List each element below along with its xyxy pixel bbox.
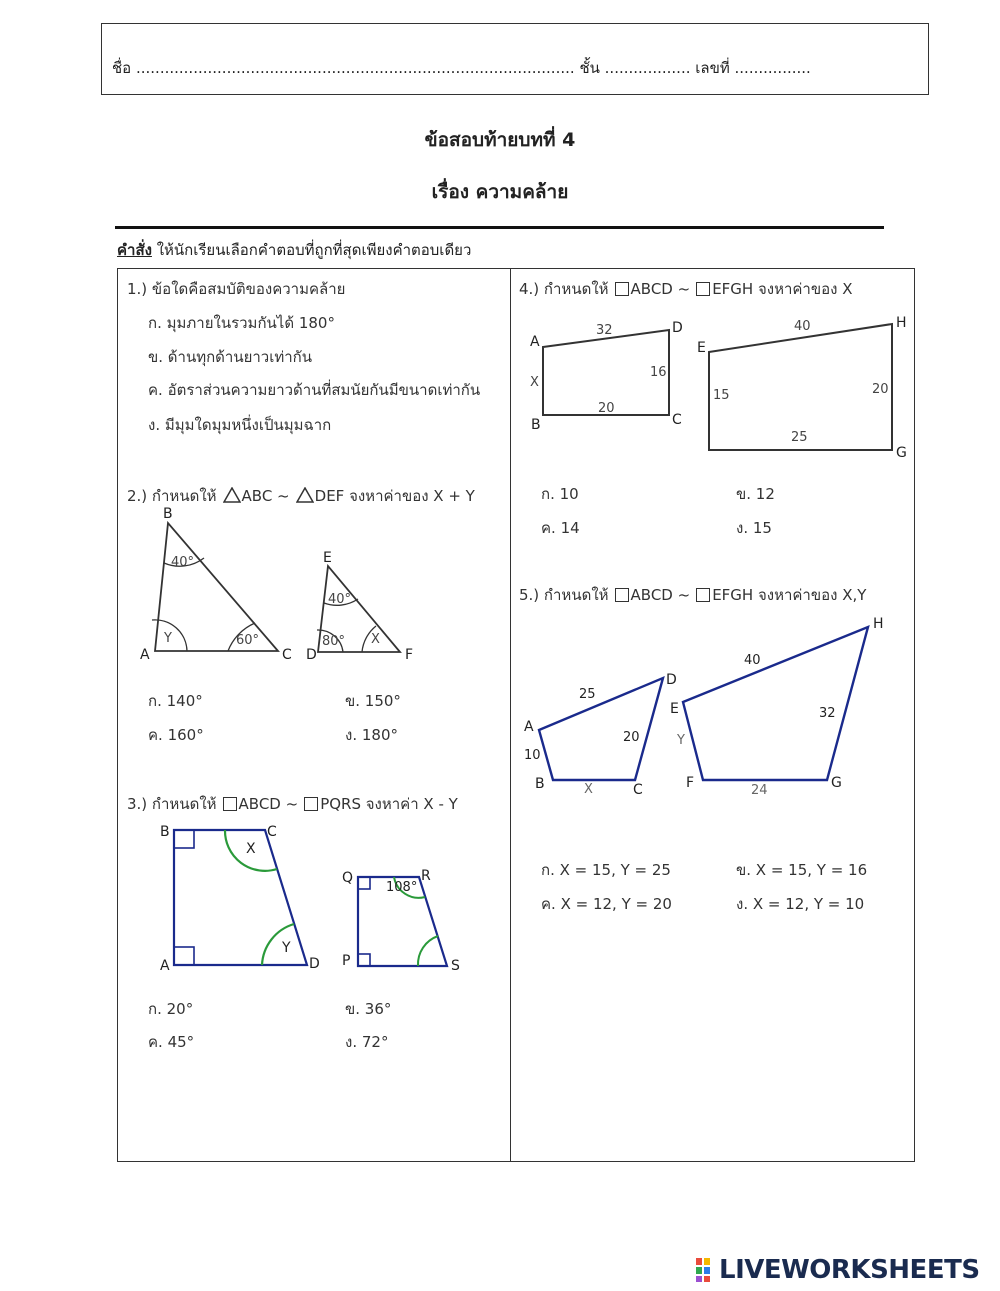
angle-e-value: 40° [328, 592, 352, 607]
label-c: C [672, 412, 682, 428]
q5-option-d[interactable]: ง. X = 12, Y = 10 [736, 895, 865, 913]
angle-d-value: 80° [322, 634, 346, 649]
side-hg: 32 [819, 706, 836, 721]
side-hg: 20 [872, 382, 889, 397]
q4-prompt-pre: 4.) กำหนดให้ [519, 280, 609, 298]
q3-prompt-post: PQRS จงหาค่า X - Y [320, 795, 458, 813]
label-a: A [530, 334, 540, 350]
side-ab: 10 [524, 748, 541, 763]
q4-option-c[interactable]: ค. 14 [541, 519, 580, 537]
q3-option-a[interactable]: ก. 20° [148, 1000, 194, 1018]
label-e: E [697, 340, 706, 356]
label-c: C [633, 782, 643, 798]
side-ef: Y [677, 733, 685, 748]
q2-option-d[interactable]: ง. 180° [345, 726, 398, 744]
side-ef: 15 [713, 388, 730, 403]
q4-option-a[interactable]: ก. 10 [541, 485, 579, 503]
page-subtitle: เรื่อง ความคล้าย [431, 181, 569, 203]
name-label: ชื่อ [112, 59, 132, 77]
label-g: G [896, 445, 907, 461]
q2-option-a[interactable]: ก. 140° [148, 692, 203, 710]
label-d: D [306, 647, 317, 663]
right-angle-q [358, 877, 370, 889]
label-g: G [831, 775, 842, 791]
side-fg: 25 [791, 430, 808, 445]
liveworksheets-logo-text: LIVEWORKSHEETS [719, 1255, 980, 1285]
side-eh: 40 [794, 319, 811, 334]
q1-option-c[interactable]: ค. อัตราส่วนความยาวด้านที่สมนัยกันมีขนาดเท่ากัน [148, 381, 481, 399]
angle-b-value: 40° [171, 555, 195, 570]
right-angle-b [174, 830, 194, 848]
square-icon [223, 797, 237, 811]
angle-s-arc [418, 936, 438, 966]
side-ad: 25 [579, 687, 596, 702]
angle-a-value: Y [164, 631, 172, 646]
q5-prompt-post: EFGH จงหาค่าของ X,Y [712, 586, 867, 604]
angle-r-value: 108° [386, 880, 418, 895]
column-divider [510, 268, 511, 1162]
quad-abcd [539, 678, 663, 780]
q4-prompt-post: EFGH จงหาค่าของ X [712, 280, 853, 298]
number-label: เลขที่ [695, 59, 730, 77]
label-h: H [896, 315, 907, 331]
q2-prompt-post: DEF จงหาค่าของ X + Y [314, 487, 475, 505]
q2-option-c[interactable]: ค. 160° [148, 726, 204, 744]
right-angle-p [358, 954, 370, 966]
number-field[interactable]: ................ [734, 59, 811, 77]
q1-option-d[interactable]: ง. มีมุมใดมุมหนึ่งเป็นมุมฉาก [148, 416, 332, 434]
side-bc: X [584, 782, 593, 797]
square-icon [615, 282, 629, 296]
q1-prompt: 1.) ข้อใดคือสมบัติของความคล้าย [127, 280, 346, 298]
instruction [117, 238, 471, 262]
triangle-abc [155, 523, 278, 651]
liveworksheets-logo-icon [695, 1257, 719, 1283]
q5-figure [520, 612, 900, 802]
q3-prompt [127, 792, 458, 816]
q4-prompt-mid: ABCD ~ [630, 280, 691, 298]
side-fg: 24 [751, 783, 768, 798]
label-s: S [451, 958, 460, 974]
q1-option-a[interactable]: ก. มุมภายในรวมกันได้ 180° [148, 314, 335, 332]
label-a: A [160, 958, 170, 974]
side-ab: X [530, 375, 539, 390]
label-d: D [672, 320, 683, 336]
label-f: F [405, 647, 414, 663]
q2-figure [130, 500, 420, 670]
q5-prompt [519, 583, 866, 607]
q4-option-d[interactable]: ง. 15 [736, 519, 772, 537]
q5-option-b[interactable]: ข. X = 15, Y = 16 [736, 861, 868, 879]
label-b: B [160, 824, 170, 840]
right-angle-a [174, 947, 194, 965]
q2-prompt-mid: ABC ~ [241, 487, 290, 505]
label-e: E [670, 701, 679, 717]
side-bc: 20 [598, 401, 615, 416]
label-a: A [140, 647, 150, 663]
q3-prompt-pre: 3.) กำหนดให้ [127, 795, 217, 813]
angle-c-value: X [246, 841, 256, 857]
angle-f-value: X [371, 632, 380, 647]
q5-prompt-mid: ABCD ~ [630, 586, 691, 604]
angle-d-value: Y [282, 940, 291, 956]
class-field[interactable]: .................. [604, 59, 691, 77]
label-q: Q [342, 870, 354, 886]
label-d: D [666, 672, 677, 688]
label-h: H [873, 616, 884, 632]
angle-c-value: 60° [236, 633, 260, 648]
square-icon [696, 282, 710, 296]
label-b: B [163, 506, 173, 522]
label-c: C [267, 824, 277, 840]
liveworksheets-logo [695, 1255, 980, 1285]
q2-prompt-pre: 2.) กำหนดให้ [127, 487, 217, 505]
q4-figure [520, 310, 910, 465]
instruction-text: ให้นักเรียนเลือกคำตอบที่ถูกที่สุดเพียงคำตอบเดียว [151, 241, 472, 259]
q3-option-d[interactable]: ง. 72° [345, 1033, 389, 1051]
student-info-line [112, 56, 912, 80]
title-divider [115, 226, 884, 229]
side-dc: 16 [650, 365, 667, 380]
q3-option-b[interactable]: ข. 36° [345, 1000, 392, 1018]
name-field[interactable]: ............................................................................................ [135, 59, 575, 77]
square-icon [696, 588, 710, 602]
q1-option-b[interactable]: ข. ด้านทุกด้านยาวเท่ากัน [148, 348, 313, 366]
q3-option-c[interactable]: ค. 45° [148, 1033, 195, 1051]
label-b: B [535, 776, 545, 792]
side-eh: 40 [744, 653, 761, 668]
q2-option-b[interactable]: ข. 150° [345, 692, 401, 710]
instruction-label: คำสั่ง [117, 241, 152, 259]
square-icon [304, 797, 318, 811]
label-f: F [686, 775, 695, 791]
label-a: A [524, 719, 534, 735]
label-c: C [282, 647, 292, 663]
square-icon [615, 588, 629, 602]
label-p: P [342, 953, 351, 969]
side-ad: 32 [596, 323, 613, 338]
label-d: D [309, 956, 320, 972]
q5-option-c[interactable]: ค. X = 12, Y = 20 [541, 895, 672, 913]
class-label: ชั้น [579, 59, 600, 77]
q4-option-b[interactable]: ข. 12 [736, 485, 775, 503]
label-r: R [421, 868, 431, 884]
side-dc: 20 [623, 730, 640, 745]
page-title: ข้อสอบท้ายบทที่ 4 [424, 129, 576, 151]
q5-option-a[interactable]: ก. X = 15, Y = 25 [541, 861, 671, 879]
q5-prompt-pre: 5.) กำหนดให้ [519, 586, 609, 604]
label-e: E [323, 550, 332, 566]
quad-efgh [683, 627, 868, 780]
label-b: B [531, 417, 541, 433]
q3-prompt-mid: ABCD ~ [238, 795, 299, 813]
q4-prompt [519, 277, 852, 301]
q3-figure [155, 818, 475, 978]
